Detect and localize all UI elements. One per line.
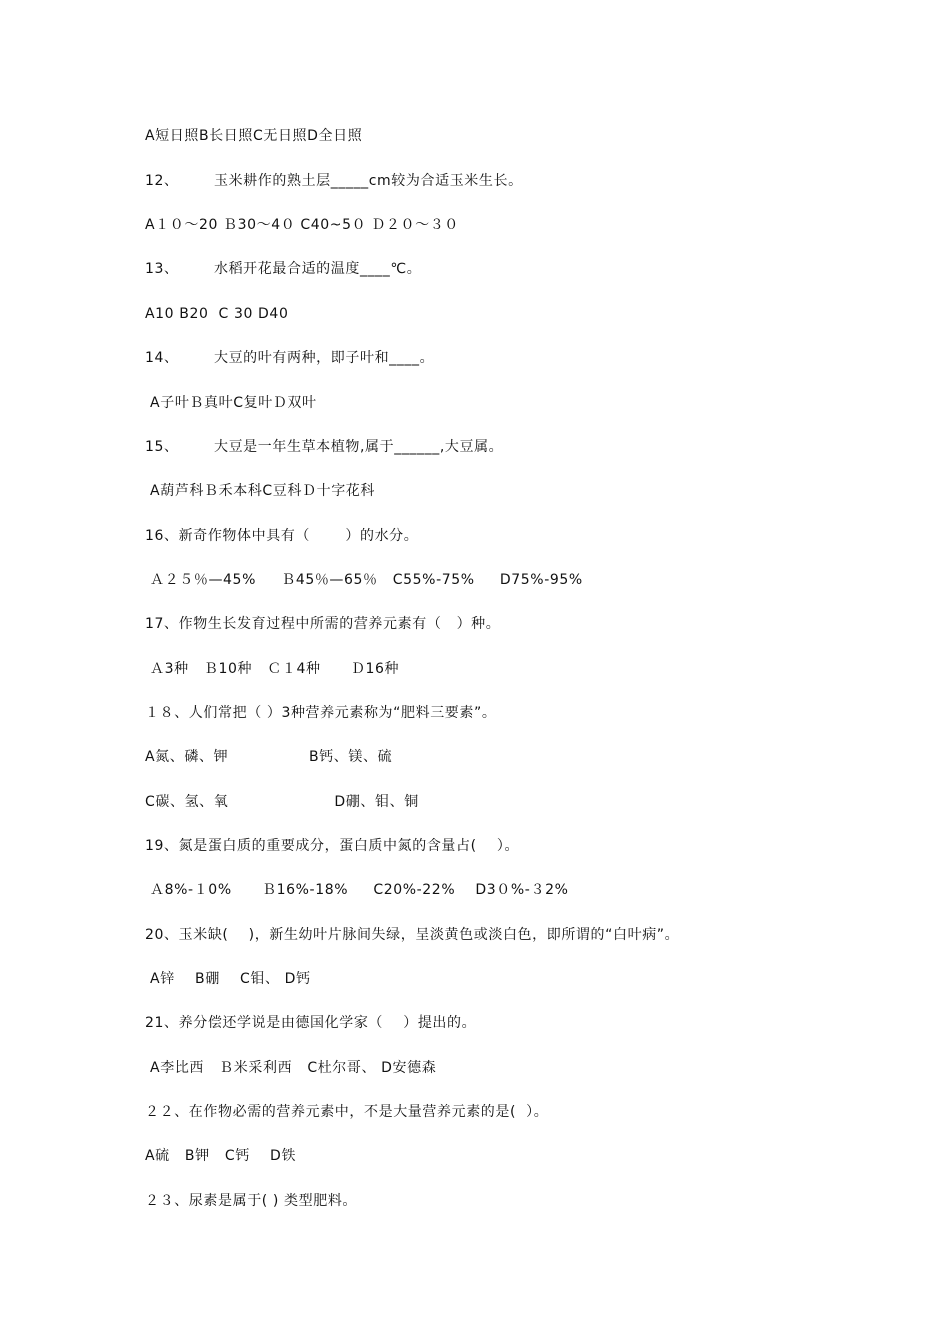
answer-options-q19: Ａ8%-１0% Ｂ16%-18% C20%-22% D3０%-３2%: [145, 882, 569, 898]
question-23: ２３、尿素是属于( ) 类型肥料。: [145, 1193, 358, 1209]
answer-options-q11: A短日照B长日照C无日照D全日照: [145, 128, 363, 144]
answer-options-q18-row1: A氮、磷、钾 B钙、镁、硫: [145, 749, 393, 765]
answer-options-q21: A李比西 Ｂ米采利西 C杜尔哥、 D安德森: [145, 1060, 437, 1076]
answer-options-q15: A葫芦科Ｂ禾本科C豆科Ｄ十字花科: [145, 483, 376, 499]
answer-options-q17: Ａ3种 Ｂ10种 Ｃ１4种 Ｄ16种: [145, 661, 400, 677]
question-21: 21、养分偿还学说是由德国化学家（ ）提出的。: [145, 1015, 477, 1031]
answer-options-q20: A锌 B硼 C钼、 D钙: [145, 971, 311, 987]
question-22: ２２、在作物必需的营养元素中，不是大量营养元素的是( ）。: [145, 1104, 549, 1120]
question-19: 19、氮是蛋白质的重要成分，蛋白质中氮的含量占( ）。: [145, 838, 520, 854]
question-18: １８、人们常把（ ）3种营养元素称为“肥料三要素”。: [145, 705, 497, 721]
question-17: 17、作物生长发育过程中所需的营养元素有（ ）种。: [145, 616, 501, 632]
question-20: 20、玉米缺( )，新生幼叶片脉间失绿，呈淡黄色或淡白色，即所谓的“白叶病”。: [145, 927, 680, 943]
question-14: 14、 大豆的叶有两种，即子叶和____。: [145, 350, 435, 366]
answer-options-q18-row2: C碳、氢、氧 D硼、钼、铜: [145, 794, 419, 810]
answer-options-q12: A１０～20 Ｂ30～4０ C40~5０ Ｄ２０～３０: [145, 217, 459, 233]
answer-options-q16: Ａ２５％—45% Ｂ45％—65％ C55%-75% D75%-95%: [145, 572, 583, 588]
question-12: 12、 玉米耕作的熟土层_____cm较为合适玉米生长。: [145, 173, 523, 189]
question-16: 16、新奇作物体中具有（ ）的水分。: [145, 528, 419, 544]
answer-options-q13: A10 B20 C 30 D40: [145, 306, 289, 322]
answer-options-q14: A子叶Ｂ真叶C复叶Ｄ双叶: [145, 395, 317, 411]
question-13: 13、 水稻开花最合适的温度____℃。: [145, 261, 422, 277]
question-15: 15、 大豆是一年生草本植物,属于______,大豆属。: [145, 439, 504, 455]
answer-options-q22: A硫 B钾 C钙 D铁: [145, 1148, 297, 1164]
